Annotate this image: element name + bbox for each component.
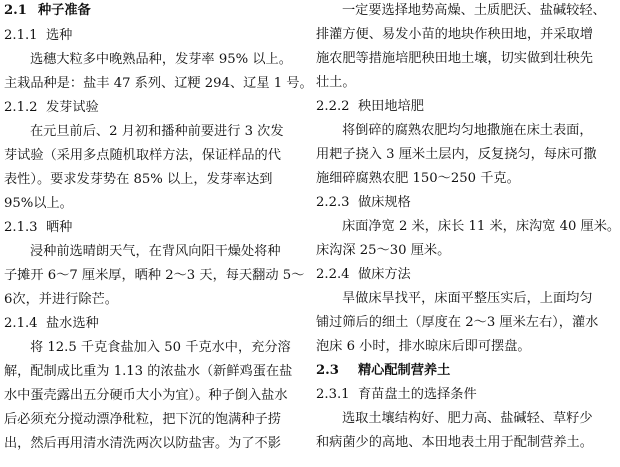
subsection-heading-2-1-1 [4,28,72,44]
paragraph-line: 施农肥等措施培肥秧田地土壤，切实做到壮秧先 [316,51,593,66]
paragraph-line: 铺过筛后的细土（厚度在 2～3 厘米左右），灌水 [316,315,599,330]
subsection-heading-2-2-4 [316,267,411,283]
paragraph-line: 95%以上。 [4,196,73,211]
paragraph-line: 壮土。 [316,75,356,90]
paragraph-line: 泡床 6 小时，排水晾床后即可摆盘。 [316,339,531,354]
paragraph-line: 6次，并进行除芒。 [4,292,118,307]
paragraph-line: 床面净宽 2 米，床长 11 米，床沟宽 40 厘米。 [342,219,620,234]
paragraph-line: 浸种前选晴朗天气，在背风向阳干燥处将种 [30,244,281,259]
paragraph-line: 选穗大粒多中晚熟品种，发芽率 95% 以上。 [30,52,292,67]
section-number: 2.2.2 [316,99,350,114]
subsection-heading-2-1-4 [4,316,99,332]
section-title: 种子准备 [38,3,91,18]
section-number: 2.1.1 [4,28,38,43]
section-number: 2.2.4 [316,267,350,282]
section-number: 2.3 [316,363,339,378]
section-number: 2.2.3 [316,195,350,210]
paragraph-line: 旱做床旱找平，床面平整压实后，上面均匀 [342,291,593,306]
paragraph-line: 出，然后再用清水清洗两次以防盐害。为了不影 [4,436,281,451]
section-number: 2.1 [4,3,27,18]
paragraph-line: 将倒碎的腐熟农肥均匀地撒施在床土表面， [342,123,593,138]
paragraph-line: 水中蛋壳露出五分硬币大小为宜）。种子倒入盐水 [4,388,288,403]
subsection-heading-2-1-3 [4,220,72,236]
paragraph-line: 用耙子挠入 3 厘米土层内，反复挠匀，每床可撒 [316,147,597,162]
subsection-heading-2-3-1 [316,387,477,403]
section-title: 选种 [46,28,73,43]
paragraph-line: 施细碎腐熟农肥 150～250 千克。 [316,171,520,186]
section-title: 盐水选种 [46,316,99,331]
section-number: 2.3.1 [316,387,350,402]
section-title: 发芽试验 [46,100,99,115]
section-title: 精心配制营养土 [358,363,451,378]
paragraph-line: 将 12.5 千克食盐加入 50 千克水中，充分溶 [30,340,291,355]
section-heading-2-1 [4,3,91,19]
section-title: 秧田地培肥 [358,99,424,114]
paragraph-line: 排灌方便、易发小苗的地块作秧田地，并采取增 [316,27,593,42]
subsection-heading-2-2-2 [316,99,424,115]
section-title: 做床规格 [358,195,411,210]
paragraph-line: 选取土壤结构好、肥力高、盐碱轻、草籽少 [342,411,593,426]
section-title: 做床方法 [358,267,411,282]
paragraph-line: 芽试验（采用多点随机取样方法，保证样品的代 [4,148,281,163]
section-title: 晒种 [46,220,73,235]
paragraph-line: 床沟深 25～30 厘米。 [316,243,451,258]
paragraph-line: 后必须充分搅动漂净秕粒，把下沉的饱满种子捞 [4,412,281,427]
section-number: 2.1.3 [4,220,38,235]
paragraph-line: 在元旦前后、2 月初和播种前要进行 3 次发 [30,124,284,139]
paragraph-line: 解，配制成比重为 1.13 的浓盐水（新鲜鸡蛋在盐 [4,364,293,379]
subsection-heading-2-2-3 [316,195,411,211]
subsection-heading-2-1-2 [4,100,99,116]
section-title: 育苗盘土的选择条件 [358,387,477,402]
section-heading-2-3 [316,363,450,379]
paragraph-line: 主栽品种是：盐丰 47 系列、辽粳 294、辽星 1 号。 [4,76,313,91]
paragraph-line: 子摊开 6～7 厘米厚，晒种 2～3 天，每天翻动 5～ [4,268,305,283]
section-number: 2.1.4 [4,316,38,331]
paragraph-line: 和病菌少的高地、本田地表土用于配制营养土。 [316,435,593,450]
paragraph-line: 表性）。要求发芽势在 85% 以上，发芽率达到 [4,172,273,187]
paragraph-line: 一定要选择地势高燥、土质肥沃、盐碱较轻、 [342,3,606,18]
section-number: 2.1.2 [4,100,38,115]
